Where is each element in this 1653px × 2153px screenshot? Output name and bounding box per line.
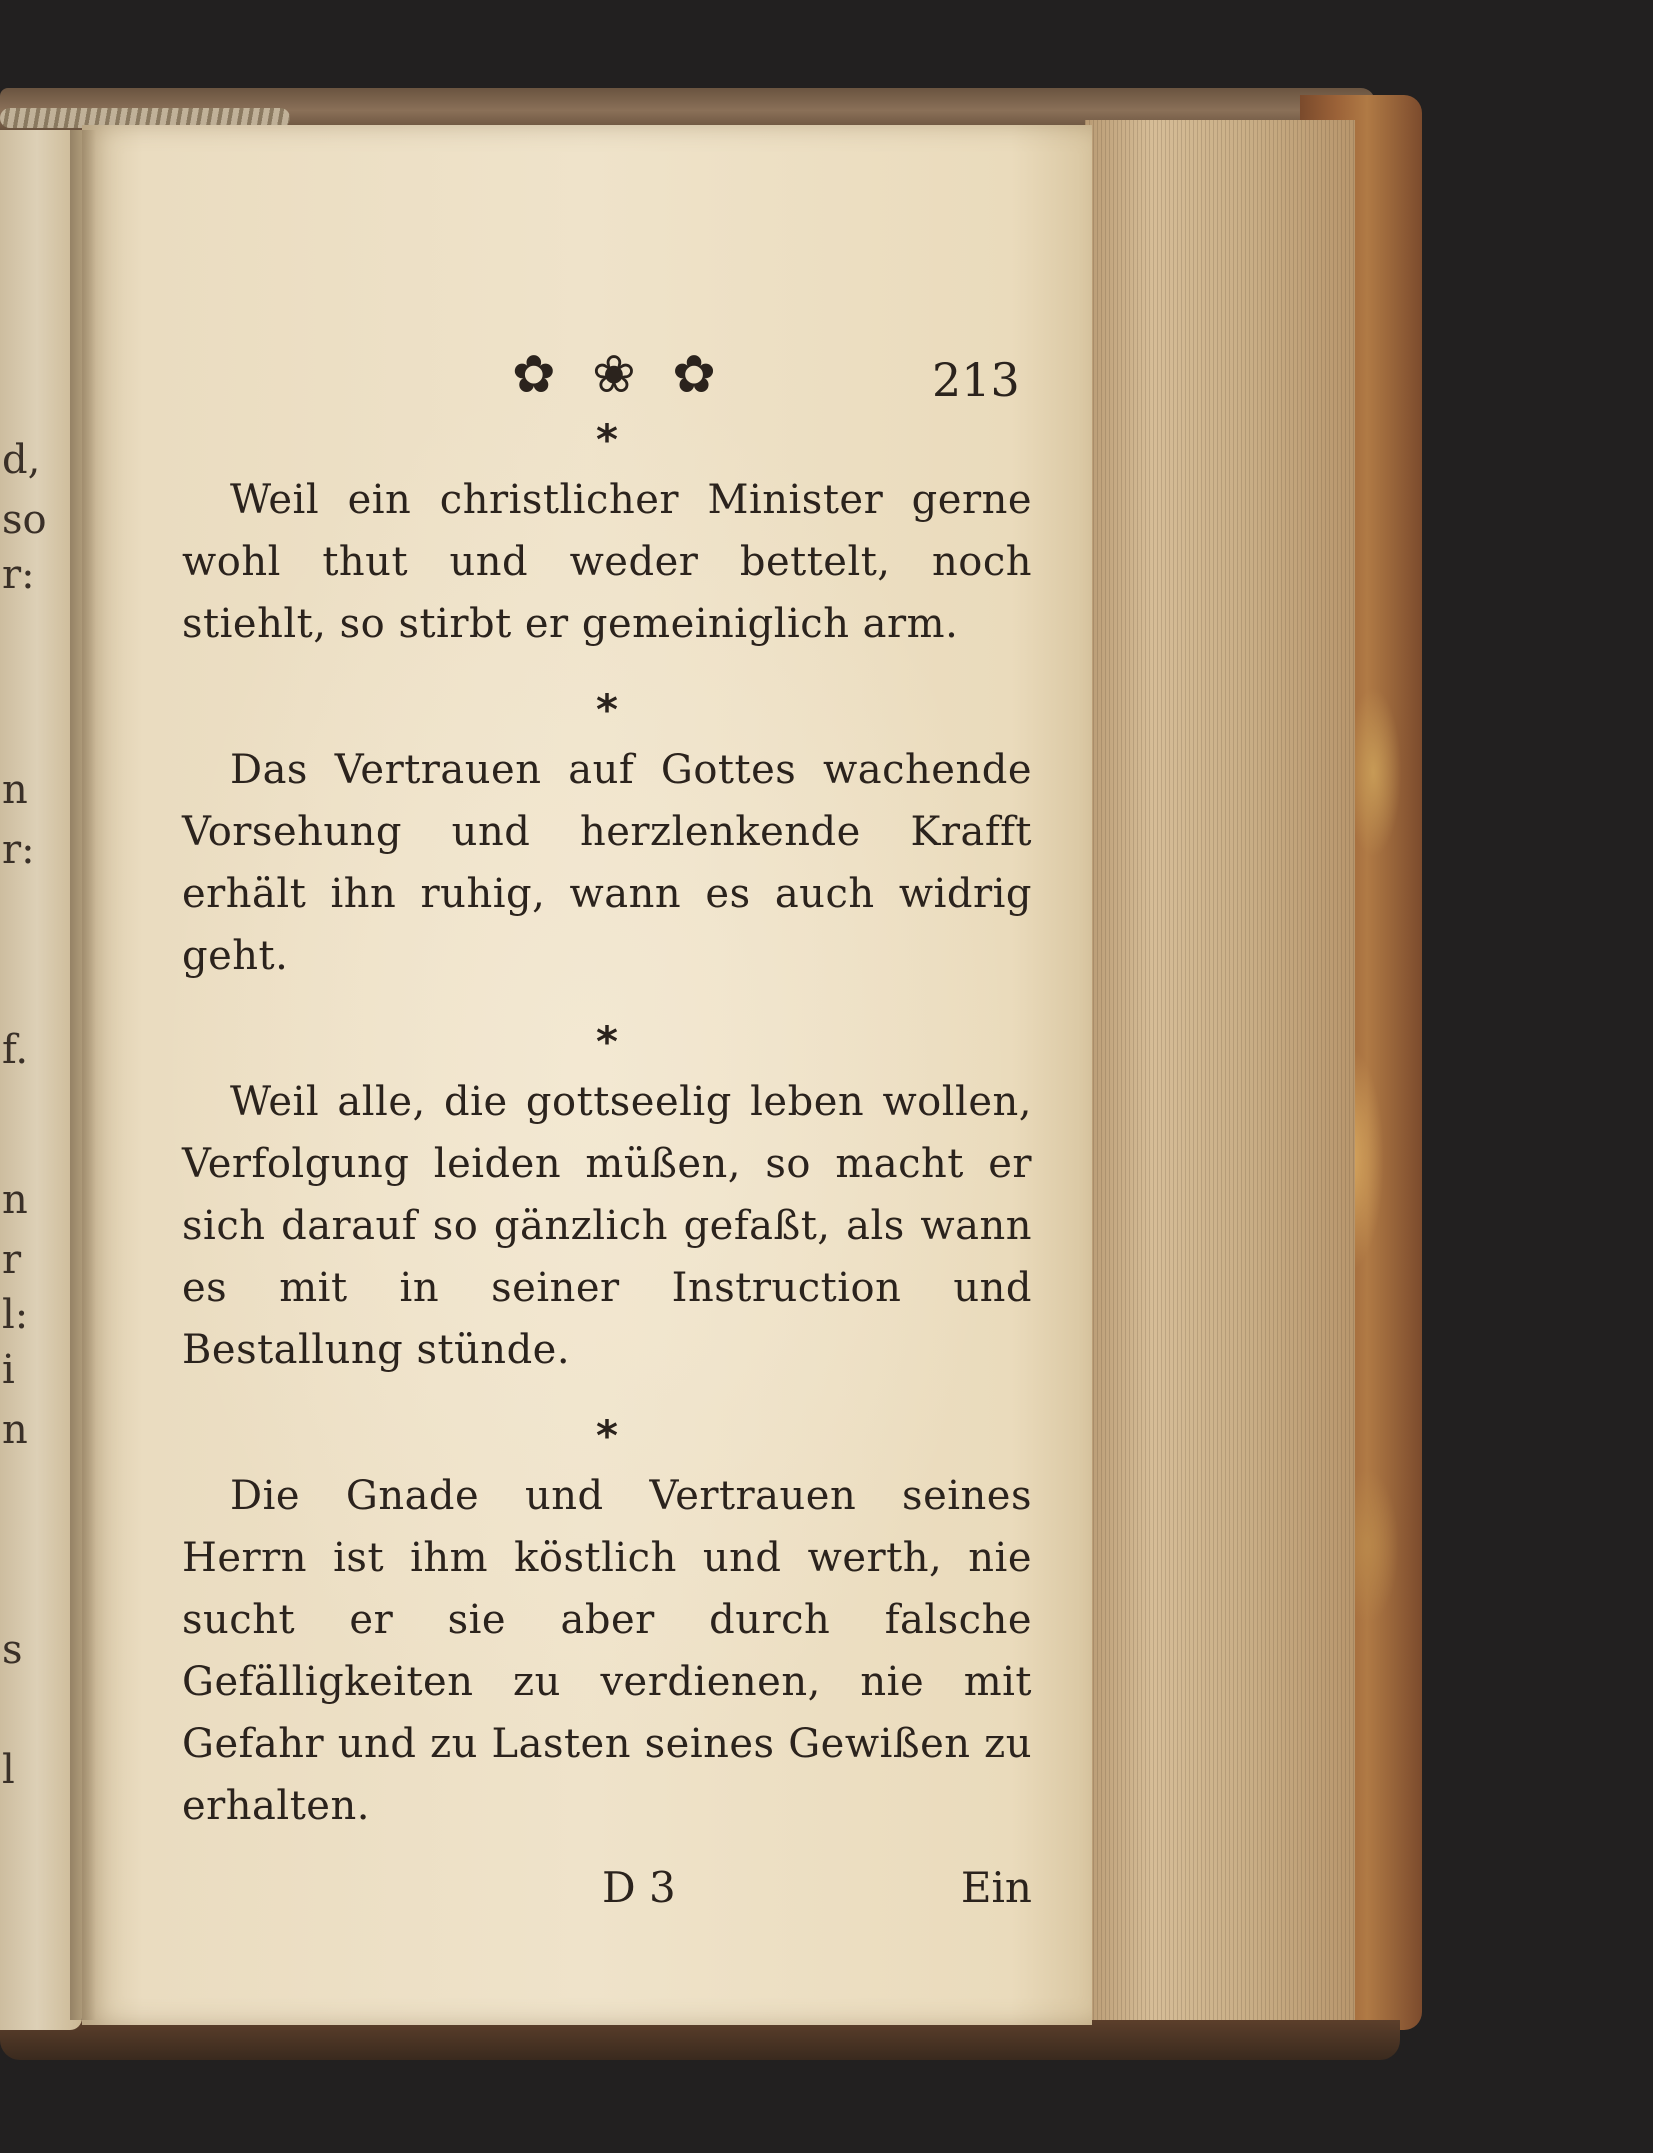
text-column (182, 325, 1032, 1933)
catchword: Ein (960, 1863, 1032, 1912)
header-ornament: ✿ ❀ ✿ (512, 345, 726, 405)
cover-bottom-edge (0, 2020, 1400, 2060)
section-separator: * (596, 685, 618, 734)
facing-page-fragment: n (2, 767, 28, 813)
aphorism-paragraph: Weil ein christlicher Minister gerne wohl thut und weder bettelt, noch stiehlt, so stirbt er gemeiniglich arm. (182, 477, 1032, 647)
aphorism-paragraph: Die Gnade und Vertrauen seines Herrn ist ihm köstlich und werth, nie sucht er sie aber durch falsche Gefälligkeiten zu verdienen, nie mit Gefahr und zu Lasten seines Gewißen zu erhalten. (182, 1473, 1032, 1829)
book-page (82, 125, 1092, 2025)
page-edges (1085, 120, 1355, 2055)
section-separator: * (596, 1411, 618, 1460)
facing-page-fragment: f. (2, 1027, 29, 1073)
page-number: 213 (932, 353, 1020, 407)
facing-page-fragment: r: (2, 552, 35, 598)
facing-page-fragment: i (2, 1347, 15, 1393)
section-separator: * (596, 415, 618, 464)
facing-page-fragment: n (2, 1407, 28, 1453)
facing-page-fragment: r: (2, 827, 35, 873)
gutter-shadow (70, 130, 96, 2020)
facing-page-fragment: d, (2, 437, 41, 483)
section-separator: * (596, 1017, 618, 1066)
facing-page-fragment: n (2, 1177, 28, 1223)
aphorism-paragraph: Weil alle, die gottseelig leben wollen, Verfolgung leiden müßen, so macht er sich darauf so gänzlich gefaßt, als wann es mit in seiner Instruction und Bestallung stünde. (182, 1079, 1032, 1373)
aphorism-paragraph: Das Vertrauen auf Gottes wachende Vorsehung und herzlenkende Krafft erhält ihn ruhig, wann es auch widrig geht. (182, 747, 1032, 979)
facing-page-fragment: r (2, 1237, 22, 1283)
facing-page-fragment: l (2, 1747, 15, 1793)
facing-page-fragment: s (2, 1627, 23, 1673)
page-footer (182, 1863, 1032, 1933)
facing-page-fragment: l: (2, 1292, 29, 1338)
signature-mark: D 3 (602, 1863, 676, 1912)
facing-page-fragment: so (2, 497, 47, 543)
page-header (182, 325, 1032, 415)
